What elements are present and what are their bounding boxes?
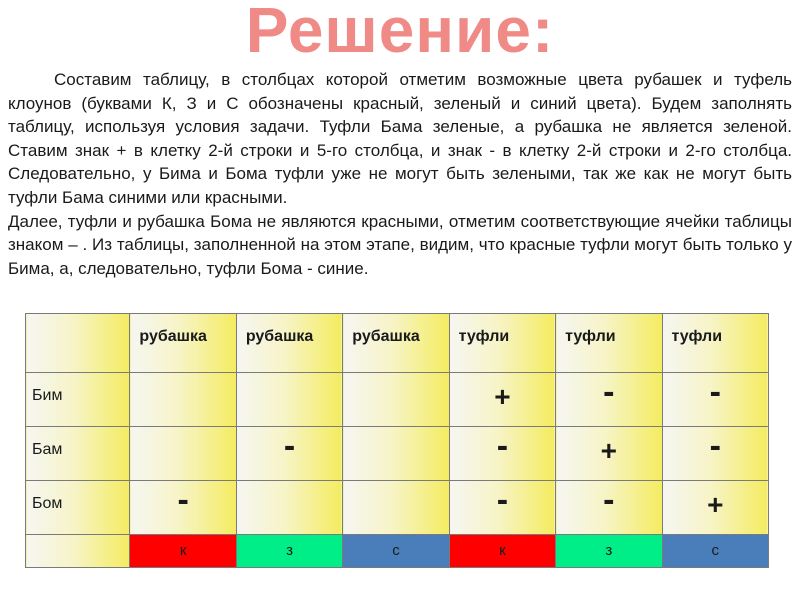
- cell-mark: -: [603, 373, 615, 411]
- paragraph-2: Далее, туфли и рубашка Бома не являются красными, отметим соответствующие ячейки таблицы знаком – . Из таблицы, заполненной на этом этапе, видим, что красные туфли могут быть только у Бима, а, следовательно, туфли Бома - синие.: [8, 211, 792, 278]
- cell-mark: -: [496, 427, 509, 465]
- header-label: туфли: [671, 328, 723, 345]
- table-cell: [343, 481, 449, 535]
- table-cell: [556, 373, 662, 427]
- header-cell: [236, 314, 342, 373]
- row-label-cell: [26, 427, 130, 481]
- color-row: [26, 535, 769, 568]
- cell-mark: [237, 481, 342, 490]
- table-cell: [236, 373, 342, 427]
- table-cell: [449, 373, 555, 427]
- header-cell: [343, 314, 449, 373]
- color-letter: с: [392, 542, 400, 559]
- header-corner-cell: [26, 314, 130, 373]
- cell-mark: -: [603, 481, 615, 519]
- header-label: рубашка: [245, 328, 314, 345]
- table-header-row: [26, 314, 769, 373]
- row-label: Бим: [32, 387, 63, 404]
- table-cell: [130, 427, 236, 481]
- table-row: [26, 373, 769, 427]
- cell-mark: [343, 373, 448, 382]
- table-cell: [130, 373, 236, 427]
- cell-mark: +: [600, 435, 617, 466]
- table-cell: [236, 427, 342, 481]
- table-cell: [449, 427, 555, 481]
- color-letter: з: [605, 542, 613, 559]
- table-cell: [662, 427, 768, 481]
- row-label-cell: [26, 481, 130, 535]
- cell-mark: [130, 427, 235, 436]
- header-label: рубашка: [139, 328, 207, 345]
- color-letter: с: [711, 542, 719, 559]
- color-letter: з: [286, 542, 293, 559]
- solution-text: [8, 68, 792, 280]
- row-label-cell: [26, 373, 130, 427]
- cell-mark: [343, 481, 448, 490]
- header-cell: [662, 314, 768, 373]
- table-cell: [662, 481, 768, 535]
- header-label: туфли: [458, 328, 510, 345]
- table-cell: [449, 481, 555, 535]
- table-cell: [343, 427, 449, 481]
- table-cell: [662, 373, 768, 427]
- page-title: Решение:: [245, 0, 555, 66]
- cell-mark: +: [707, 489, 724, 520]
- color-cell-green: [236, 535, 342, 568]
- cell-mark: [237, 373, 342, 382]
- color-cell-green: [556, 535, 662, 568]
- header-label: туфли: [565, 328, 616, 345]
- table-row: [26, 481, 769, 535]
- color-row-label-cell: [26, 535, 130, 568]
- cell-mark: -: [709, 373, 721, 411]
- row-label: Бом: [32, 495, 63, 512]
- header-cell: [130, 314, 236, 373]
- cell-mark: -: [496, 481, 509, 519]
- color-cell-red: [130, 535, 236, 568]
- paragraph-1: Составим таблицу, в столбцах которой отметим возможные цвета рубашек и туфель клоунов (буквами К, З и С обозначены красный, зеленый и синий цвета). Будем заполнять таблицу, используя условия задачи. Туфли Бама зеленые, а рубашка не является зеленой. Ставим знак + в клетку 2-й строки и 5-го столбца, и знак - в клетку 2-й строки и 2-го столбца. Следовательно, у Бима и Бома туфли уже не могут быть зелеными, так же как не могут быть туфли Бама синими или красными.: [8, 70, 792, 207]
- cell-mark: +: [494, 381, 511, 412]
- header-cell: [556, 314, 662, 373]
- color-cell-red: [449, 535, 555, 568]
- table-cell: [556, 481, 662, 535]
- color-cell-blue: [662, 535, 768, 568]
- table-cell: [130, 481, 236, 535]
- table-cell: [236, 481, 342, 535]
- header-label: рубашка: [352, 328, 420, 345]
- table-cell: [556, 427, 662, 481]
- color-cell-blue: [343, 535, 449, 568]
- cell-mark: [130, 373, 235, 382]
- colors-table: [25, 313, 769, 568]
- cell-mark: -: [177, 481, 189, 519]
- cell-mark: -: [283, 427, 296, 465]
- table-row: [26, 427, 769, 481]
- header-cell: [449, 314, 555, 373]
- row-label: Бам: [32, 441, 63, 458]
- color-letter: к: [179, 542, 187, 559]
- cell-mark: [343, 427, 448, 436]
- cell-mark: -: [709, 427, 721, 465]
- table-cell: [343, 373, 449, 427]
- color-letter: к: [499, 542, 506, 559]
